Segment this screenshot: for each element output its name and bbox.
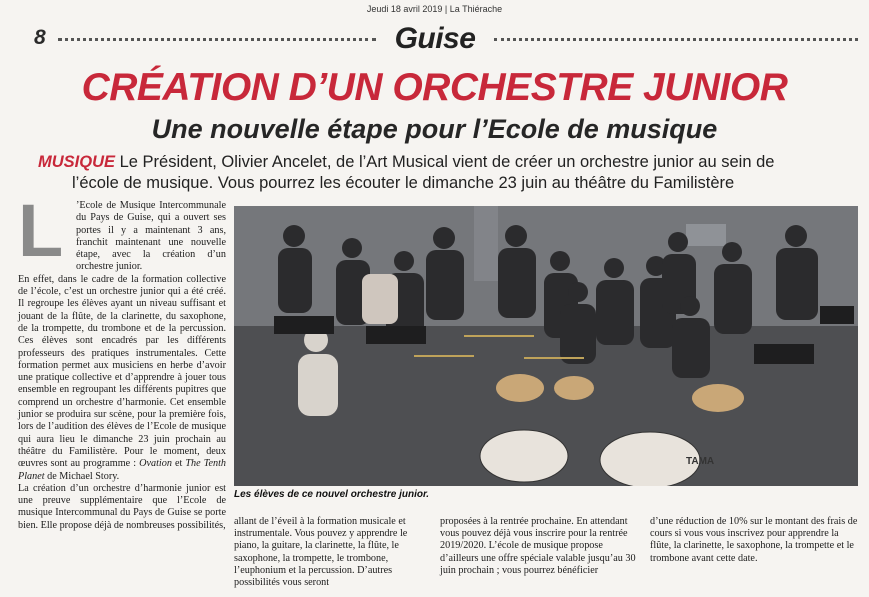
header-rule-left [58,38,376,41]
orchestra-photo-illustration [234,206,858,486]
lead-text-2: l’école de musique. Vous pourrez les écouter le dimanche 23 juin au théâtre du Familistère [72,174,735,192]
article-column-2 [234,516,434,589]
column-1-body [18,274,226,483]
lead-kicker: MUSIQUE [38,153,116,171]
drop-cap: L [18,189,64,272]
work-title-ovation: Ovation [139,458,172,470]
photo-caption: Les élèves de ce nouvel orchestre junior. [234,489,430,500]
lead-text-1: Le Président, Olivier Ancelet, de l’Art Musical vient de créer un orchestre junior au sein de [115,153,775,171]
article-column-1 [18,189,226,532]
column-2-text: allant de l’éveil à la formation musicale et instrumentale. Vous pouvez y apprendre le piano, la guitare, la clarinette, la flûte, le saxophone, la trompette, le trombone, l’euphonium et la percussion. D’autres possibilités vous seront [234,516,408,589]
article-column-3 [440,516,640,577]
header-rule-right [494,38,858,41]
column-1-intro: ’Ecole de Musique Intercommunale du Pays de Guise, qui a ouvert ses portes il y a maintenant 3 ans, franchit maintenant une nouvelle étape, avec la création d’un orchestre junior. [76,200,226,273]
column-1-closing: La création d’un orchestre d’harmonie junior est une preuve supplémentaire que l’Ecole de musique Intercommunal du Pays de Guise se porte bien. Elle propose déjà de nombreuses possibilités, [18,482,226,531]
header-date-line: Jeudi 18 avril 2019 | La Thiérache [366,4,503,14]
drum-brand-label: TAMA [686,456,715,467]
article-lead [38,152,858,194]
article-title: CRÉATION D’UN ORCHESTRE JUNIOR [81,66,788,109]
column-1-composer: de Michael Story. [44,470,120,482]
column-4-text: d’une réduction de 10% sur le montant des frais de cours si vous vous inscrivez pour apprendre la flûte, la clarinette, le saxophone, la trompette et le trombone avant cette date. [650,516,858,564]
page-number: 8 [34,26,46,49]
column-3-text: proposées à la rentrée prochaine. En attendant vous pouvez déjà vous inscrire pour la rentrée 2019/2020. L’école de musique propose d’ailleurs une offre spéciale valable jusqu’au 30 juin prochain ; vous pourrez bénéficier [440,516,636,576]
article-column-4 [650,516,858,565]
work-title-tenth-planet: The Tenth Planet [18,458,226,482]
section-title: Guise [394,22,476,55]
column-1-body-text: En effet, dans le cadre de la formation collective de l’école, c’est un orchestre junior qui a été créé. Il regroupe les élèves ayant un niveau suffisant et jouant de la flûte, de la clarinette, du saxophone, de la trompette, du trombone et de la percussion. Ces élèves sont encadrés par les différents professeurs des pratiques instrumentales. Cette formation permet aux musiciens en herbe d’avoir une pratique collective et d’apprendre à jouer tous ensemble en regroupant les différents pupitres que comprend un orchestre d’harmonie. Cet ensemble junior se produira sur scène, pour la première fois, lors de l’audition des élèves de l’Ecole de musique qui aura lieu le dimanche 23 juin prochain au théâtre du Familistère. Pour le moment, deux œuvres sont au programme : [18,273,226,470]
column-1-conjunction: et [171,458,186,470]
article-subtitle: Une nouvelle étape pour l’Ecole de musique [151,114,718,144]
orchestra-photo [234,206,858,486]
